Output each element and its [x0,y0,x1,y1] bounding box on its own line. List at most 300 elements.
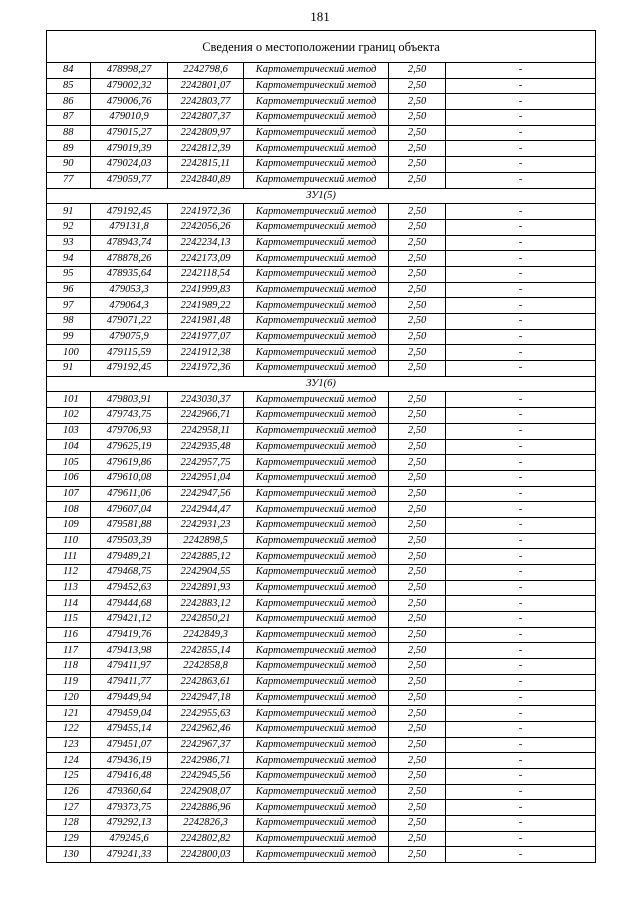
description-cell: - [446,141,596,157]
method-cell: Картометрический метод [244,361,389,377]
y-coordinate-cell: 2242947,18 [168,690,244,706]
y-coordinate-cell: 2242803,77 [168,94,244,110]
description-cell: - [446,298,596,314]
point-number-cell: 97 [47,298,91,314]
description-cell: - [446,408,596,424]
point-number-cell: 127 [47,800,91,816]
table-row [47,737,596,753]
table-row [47,439,596,455]
x-coordinate-cell: 479192,45 [91,204,168,220]
table-row [47,627,596,643]
x-coordinate-cell: 479419,76 [91,627,168,643]
section-label: ЗУ1(6) [47,376,596,392]
table-row [47,816,596,832]
table-row [47,251,596,267]
x-coordinate-cell: 479053,3 [91,282,168,298]
accuracy-cell: 2,50 [389,580,446,596]
table-row [47,768,596,784]
description-cell: - [446,63,596,79]
method-cell: Картометрический метод [244,690,389,706]
y-coordinate-cell: 2242967,37 [168,737,244,753]
table-row [47,157,596,173]
x-coordinate-cell: 479115,59 [91,345,168,361]
y-coordinate-cell: 2242904,55 [168,565,244,581]
x-coordinate-cell: 479002,32 [91,78,168,94]
description-cell: - [446,361,596,377]
x-coordinate-cell: 479803,91 [91,392,168,408]
x-coordinate-cell: 479436,19 [91,753,168,769]
x-coordinate-cell: 479452,63 [91,580,168,596]
description-cell: - [446,470,596,486]
method-cell: Картометрический метод [244,768,389,784]
y-coordinate-cell: 2241972,36 [168,361,244,377]
table-row [47,361,596,377]
table-row [47,94,596,110]
table-row [47,784,596,800]
accuracy-cell: 2,50 [389,141,446,157]
point-number-cell: 109 [47,517,91,533]
description-cell: - [446,721,596,737]
table-row [47,565,596,581]
table-row [47,502,596,518]
accuracy-cell: 2,50 [389,753,446,769]
x-coordinate-cell: 479416,48 [91,768,168,784]
table-row [47,643,596,659]
accuracy-cell: 2,50 [389,706,446,722]
point-number-cell: 108 [47,502,91,518]
x-coordinate-cell: 479706,93 [91,423,168,439]
y-coordinate-cell: 2242798,6 [168,63,244,79]
point-number-cell: 91 [47,361,91,377]
table-row [47,721,596,737]
point-number-cell: 89 [47,141,91,157]
table-row [47,596,596,612]
method-cell: Картометрический метод [244,549,389,565]
method-cell: Картометрический метод [244,110,389,126]
x-coordinate-cell: 478878,26 [91,251,168,267]
point-number-cell: 102 [47,408,91,424]
table-row [47,517,596,533]
method-cell: Картометрический метод [244,423,389,439]
description-cell: - [446,549,596,565]
description-cell: - [446,345,596,361]
table-row [47,392,596,408]
y-coordinate-cell: 2241977,07 [168,329,244,345]
method-cell: Картометрический метод [244,831,389,847]
accuracy-cell: 2,50 [389,361,446,377]
description-cell: - [446,643,596,659]
table-row [47,408,596,424]
method-cell: Картометрический метод [244,408,389,424]
description-cell: - [446,455,596,471]
method-cell: Картометрический метод [244,502,389,518]
y-coordinate-cell: 2242863,61 [168,674,244,690]
method-cell: Картометрический метод [244,251,389,267]
x-coordinate-cell: 479451,07 [91,737,168,753]
method-cell: Картометрический метод [244,314,389,330]
x-coordinate-cell: 479489,21 [91,549,168,565]
table-row [47,455,596,471]
description-cell: - [446,517,596,533]
table-row [47,125,596,141]
accuracy-cell: 2,50 [389,784,446,800]
accuracy-cell: 2,50 [389,125,446,141]
method-cell: Картометрический метод [244,439,389,455]
y-coordinate-cell: 2242807,37 [168,110,244,126]
y-coordinate-cell: 2242800,03 [168,847,244,863]
method-cell: Картометрический метод [244,674,389,690]
accuracy-cell: 2,50 [389,502,446,518]
y-coordinate-cell: 2242966,71 [168,408,244,424]
x-coordinate-cell: 479373,75 [91,800,168,816]
point-number-cell: 92 [47,219,91,235]
y-coordinate-cell: 2242883,12 [168,596,244,612]
y-coordinate-cell: 2242951,04 [168,470,244,486]
description-cell: - [446,94,596,110]
accuracy-cell: 2,50 [389,643,446,659]
accuracy-cell: 2,50 [389,251,446,267]
method-cell: Картометрический метод [244,517,389,533]
table-row [47,612,596,628]
table-row [47,110,596,126]
section-header-row [47,376,596,392]
y-coordinate-cell: 2242955,63 [168,706,244,722]
x-coordinate-cell: 479059,77 [91,172,168,188]
y-coordinate-cell: 2242931,23 [168,517,244,533]
accuracy-cell: 2,50 [389,110,446,126]
description-cell: - [446,706,596,722]
y-coordinate-cell: 2242945,56 [168,768,244,784]
description-cell: - [446,314,596,330]
table-row [47,63,596,79]
y-coordinate-cell: 2242234,13 [168,235,244,251]
x-coordinate-cell: 479245,6 [91,831,168,847]
accuracy-cell: 2,50 [389,78,446,94]
table-row [47,706,596,722]
x-coordinate-cell: 479449,94 [91,690,168,706]
y-coordinate-cell: 2242908,07 [168,784,244,800]
point-number-cell: 107 [47,486,91,502]
x-coordinate-cell: 479581,88 [91,517,168,533]
method-cell: Картометрический метод [244,157,389,173]
description-cell: - [446,690,596,706]
description-cell: - [446,847,596,863]
description-cell: - [446,768,596,784]
accuracy-cell: 2,50 [389,847,446,863]
x-coordinate-cell: 478943,74 [91,235,168,251]
x-coordinate-cell: 479292,13 [91,816,168,832]
accuracy-cell: 2,50 [389,674,446,690]
method-cell: Картометрический метод [244,470,389,486]
point-number-cell: 114 [47,596,91,612]
point-number-cell: 99 [47,329,91,345]
y-coordinate-cell: 2241989,22 [168,298,244,314]
method-cell: Картометрический метод [244,345,389,361]
point-number-cell: 77 [47,172,91,188]
description-cell: - [446,157,596,173]
section-header-row [47,188,596,204]
x-coordinate-cell: 479611,06 [91,486,168,502]
accuracy-cell: 2,50 [389,659,446,675]
description-cell: - [446,486,596,502]
section-label: ЗУ1(5) [47,188,596,204]
accuracy-cell: 2,50 [389,596,446,612]
x-coordinate-cell: 479619,86 [91,455,168,471]
description-cell: - [446,204,596,220]
point-number-cell: 100 [47,345,91,361]
x-coordinate-cell: 479743,75 [91,408,168,424]
x-coordinate-cell: 479241,33 [91,847,168,863]
point-number-cell: 104 [47,439,91,455]
description-cell: - [446,251,596,267]
point-number-cell: 95 [47,266,91,282]
x-coordinate-cell: 479503,39 [91,533,168,549]
y-coordinate-cell: 2242118,54 [168,266,244,282]
point-number-cell: 125 [47,768,91,784]
method-cell: Картометрический метод [244,125,389,141]
y-coordinate-cell: 2242850,21 [168,612,244,628]
accuracy-cell: 2,50 [389,486,446,502]
accuracy-cell: 2,50 [389,408,446,424]
table-row [47,329,596,345]
table-row [47,549,596,565]
description-cell: - [446,565,596,581]
table-row [47,800,596,816]
description-cell: - [446,816,596,832]
point-number-cell: 94 [47,251,91,267]
table-row [47,690,596,706]
point-number-cell: 85 [47,78,91,94]
description-cell: - [446,612,596,628]
table-row [47,674,596,690]
description-cell: - [446,753,596,769]
x-coordinate-cell: 479455,14 [91,721,168,737]
description-cell: - [446,627,596,643]
method-cell: Картометрический метод [244,329,389,345]
accuracy-cell: 2,50 [389,235,446,251]
method-cell: Картометрический метод [244,533,389,549]
method-cell: Картометрический метод [244,784,389,800]
x-coordinate-cell: 479075,9 [91,329,168,345]
point-number-cell: 112 [47,565,91,581]
method-cell: Картометрический метод [244,706,389,722]
y-coordinate-cell: 2241999,83 [168,282,244,298]
method-cell: Картометрический метод [244,486,389,502]
table-row [47,235,596,251]
description-cell: - [446,737,596,753]
y-coordinate-cell: 2241972,36 [168,204,244,220]
method-cell: Картометрический метод [244,580,389,596]
table-row [47,580,596,596]
point-number-cell: 93 [47,235,91,251]
y-coordinate-cell: 2243030,37 [168,392,244,408]
method-cell: Картометрический метод [244,596,389,612]
y-coordinate-cell: 2242891,93 [168,580,244,596]
y-coordinate-cell: 2242935,48 [168,439,244,455]
y-coordinate-cell: 2242885,12 [168,549,244,565]
x-coordinate-cell: 479411,77 [91,674,168,690]
point-number-cell: 123 [47,737,91,753]
method-cell: Картометрический метод [244,78,389,94]
method-cell: Картометрический метод [244,565,389,581]
point-number-cell: 126 [47,784,91,800]
x-coordinate-cell: 479610,08 [91,470,168,486]
description-cell: - [446,235,596,251]
y-coordinate-cell: 2241912,38 [168,345,244,361]
method-cell: Картометрический метод [244,643,389,659]
point-number-cell: 122 [47,721,91,737]
accuracy-cell: 2,50 [389,455,446,471]
y-coordinate-cell: 2242962,46 [168,721,244,737]
accuracy-cell: 2,50 [389,157,446,173]
method-cell: Картометрический метод [244,455,389,471]
accuracy-cell: 2,50 [389,219,446,235]
accuracy-cell: 2,50 [389,690,446,706]
description-cell: - [446,674,596,690]
description-cell: - [446,439,596,455]
point-number-cell: 86 [47,94,91,110]
point-number-cell: 118 [47,659,91,675]
point-number-cell: 111 [47,549,91,565]
point-number-cell: 119 [47,674,91,690]
x-coordinate-cell: 479019,39 [91,141,168,157]
y-coordinate-cell: 2242840,89 [168,172,244,188]
point-number-cell: 130 [47,847,91,863]
accuracy-cell: 2,50 [389,345,446,361]
point-number-cell: 121 [47,706,91,722]
description-cell: - [446,580,596,596]
point-number-cell: 129 [47,831,91,847]
table-row [47,282,596,298]
method-cell: Картометрический метод [244,627,389,643]
table-row [47,847,596,863]
accuracy-cell: 2,50 [389,627,446,643]
description-cell: - [446,266,596,282]
y-coordinate-cell: 2242944,47 [168,502,244,518]
method-cell: Картометрический метод [244,737,389,753]
table-row [47,470,596,486]
x-coordinate-cell: 479444,68 [91,596,168,612]
method-cell: Картометрический метод [244,172,389,188]
x-coordinate-cell: 479607,04 [91,502,168,518]
accuracy-cell: 2,50 [389,612,446,628]
table-title-row [47,31,596,63]
x-coordinate-cell: 479010,9 [91,110,168,126]
table-row [47,219,596,235]
point-number-cell: 117 [47,643,91,659]
method-cell: Картометрический метод [244,816,389,832]
point-number-cell: 113 [47,580,91,596]
accuracy-cell: 2,50 [389,204,446,220]
accuracy-cell: 2,50 [389,266,446,282]
x-coordinate-cell: 478998,27 [91,63,168,79]
y-coordinate-cell: 2242802,82 [168,831,244,847]
x-coordinate-cell: 479006,76 [91,94,168,110]
method-cell: Картометрический метод [244,235,389,251]
point-number-cell: 124 [47,753,91,769]
description-cell: - [446,659,596,675]
description-cell: - [446,784,596,800]
accuracy-cell: 2,50 [389,172,446,188]
y-coordinate-cell: 2242855,14 [168,643,244,659]
y-coordinate-cell: 2242958,11 [168,423,244,439]
boundary-coordinates-table [46,30,596,863]
table-row [47,753,596,769]
y-coordinate-cell: 2242898,5 [168,533,244,549]
method-cell: Картометрический метод [244,847,389,863]
page-number: 181 [310,9,330,24]
x-coordinate-cell: 479459,04 [91,706,168,722]
accuracy-cell: 2,50 [389,329,446,345]
accuracy-cell: 2,50 [389,298,446,314]
point-number-cell: 90 [47,157,91,173]
y-coordinate-cell: 2242815,11 [168,157,244,173]
description-cell: - [446,219,596,235]
accuracy-cell: 2,50 [389,549,446,565]
table-row [47,423,596,439]
y-coordinate-cell: 2242809,97 [168,125,244,141]
accuracy-cell: 2,50 [389,800,446,816]
accuracy-cell: 2,50 [389,721,446,737]
description-cell: - [446,110,596,126]
y-coordinate-cell: 2242826,3 [168,816,244,832]
y-coordinate-cell: 2242957,75 [168,455,244,471]
description-cell: - [446,831,596,847]
point-number-cell: 103 [47,423,91,439]
method-cell: Картометрический метод [244,63,389,79]
description-cell: - [446,502,596,518]
accuracy-cell: 2,50 [389,314,446,330]
method-cell: Картометрический метод [244,94,389,110]
point-number-cell: 115 [47,612,91,628]
table-row [47,204,596,220]
point-number-cell: 106 [47,470,91,486]
x-coordinate-cell: 479625,19 [91,439,168,455]
method-cell: Картометрический метод [244,141,389,157]
y-coordinate-cell: 2242849,3 [168,627,244,643]
method-cell: Картометрический метод [244,612,389,628]
method-cell: Картометрический метод [244,298,389,314]
table-row [47,298,596,314]
accuracy-cell: 2,50 [389,63,446,79]
point-number-cell: 101 [47,392,91,408]
description-cell: - [446,596,596,612]
x-coordinate-cell: 479360,64 [91,784,168,800]
accuracy-cell: 2,50 [389,94,446,110]
y-coordinate-cell: 2242858,8 [168,659,244,675]
accuracy-cell: 2,50 [389,470,446,486]
accuracy-cell: 2,50 [389,533,446,549]
point-number-cell: 120 [47,690,91,706]
point-number-cell: 88 [47,125,91,141]
point-number-cell: 105 [47,455,91,471]
x-coordinate-cell: 479024,03 [91,157,168,173]
method-cell: Картометрический метод [244,753,389,769]
x-coordinate-cell: 479071,22 [91,314,168,330]
table-row [47,314,596,330]
description-cell: - [446,800,596,816]
point-number-cell: 110 [47,533,91,549]
x-coordinate-cell: 479468,75 [91,565,168,581]
method-cell: Картометрический метод [244,659,389,675]
method-cell: Картометрический метод [244,266,389,282]
description-cell: - [446,172,596,188]
y-coordinate-cell: 2242886,96 [168,800,244,816]
description-cell: - [446,125,596,141]
table-row [47,172,596,188]
method-cell: Картометрический метод [244,392,389,408]
description-cell: - [446,282,596,298]
